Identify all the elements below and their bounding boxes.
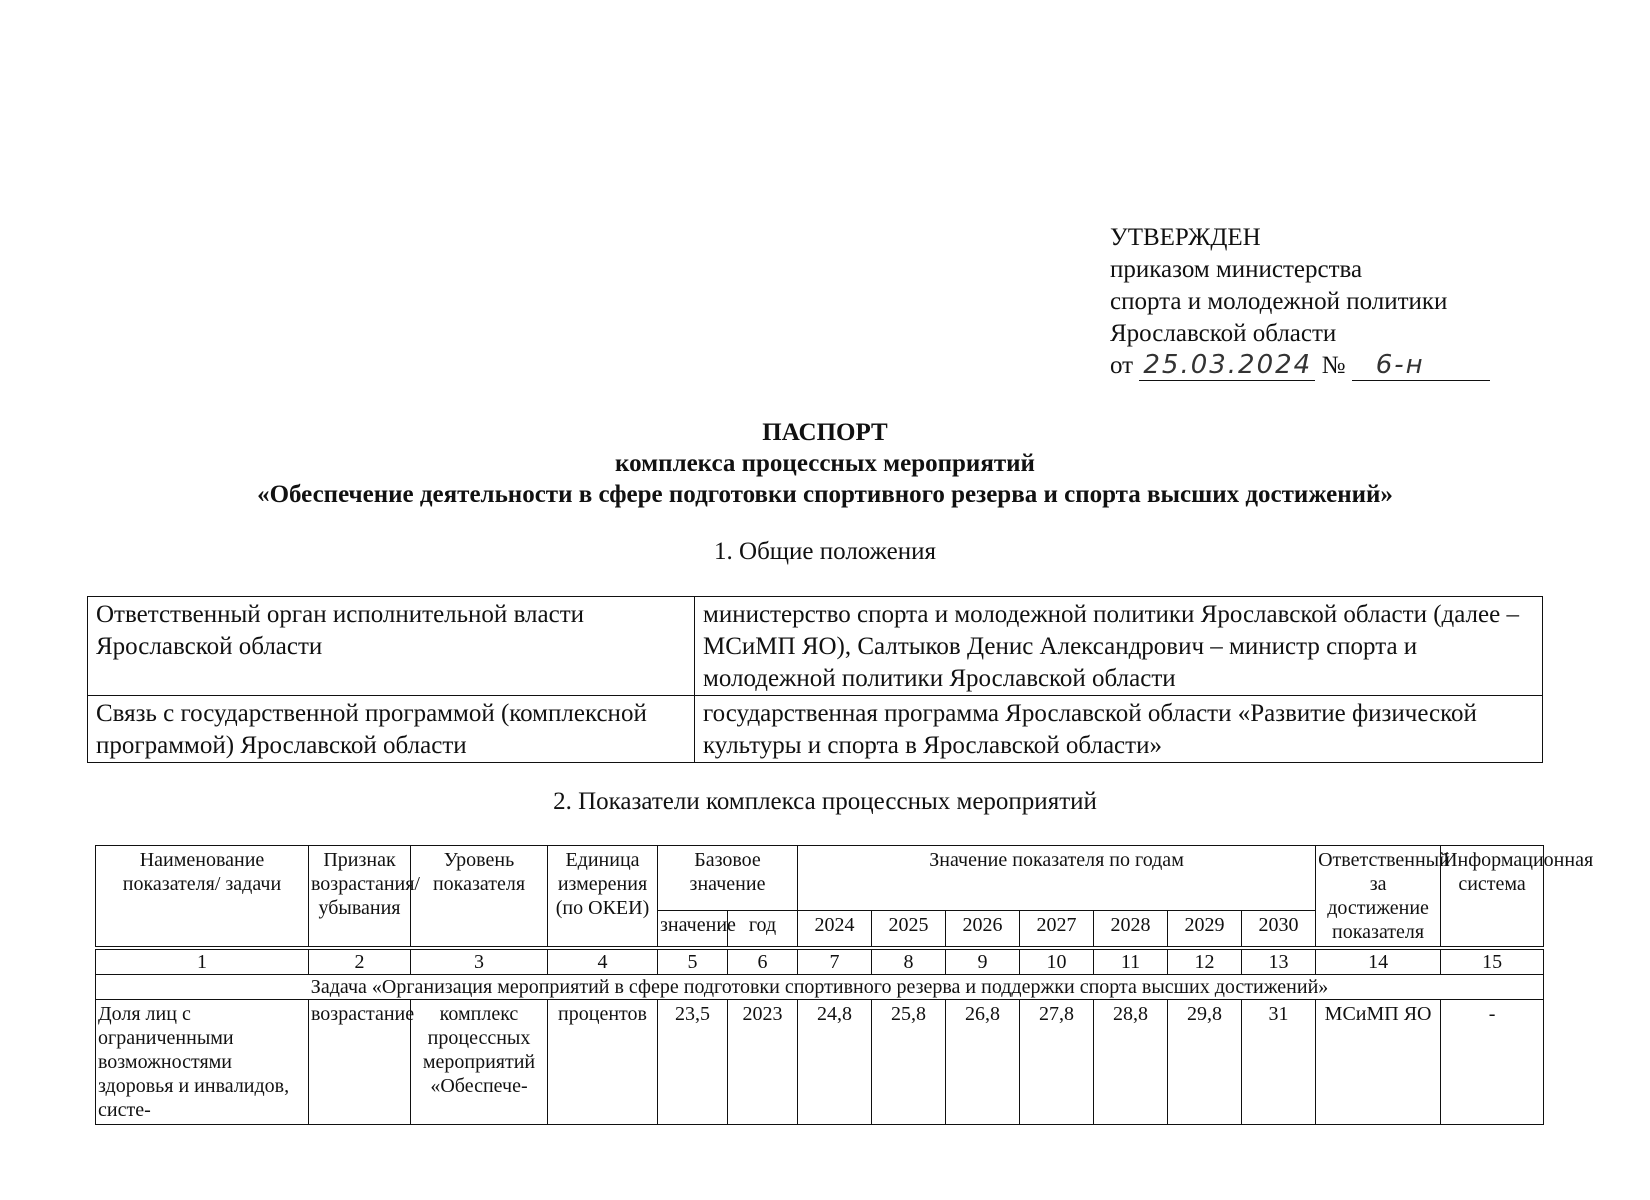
column-number: 3: [411, 950, 548, 975]
header-year: 2026: [946, 911, 1020, 947]
number-prefix: №: [1321, 352, 1346, 379]
approval-date-line: [1110, 350, 1490, 382]
header-year: 2024: [798, 911, 872, 947]
table-row: [88, 597, 1543, 696]
header-sign: Признак возрастания/ убывания: [309, 846, 411, 947]
header-base: Базовое значение: [658, 846, 798, 911]
indicator-base-year: 2023: [728, 1000, 798, 1125]
indicator-name: Доля лиц с ограниченными возможностями здоровья и инвалидов, систе-: [96, 1000, 309, 1125]
approval-line-2: спорта и молодежной политики: [1110, 288, 1448, 315]
table-cell: министерство спорта и молодежной политики Ярославской области (далее – МСиМП ЯО), Салтыков Денис Александрович – министр спорта и молодежной политики Ярославской области: [695, 597, 1543, 696]
indicator-unit: процентов: [548, 1000, 658, 1125]
indicator-level: комплекс процессных мероприятий «Обеспече-: [411, 1000, 548, 1125]
header-name: Наименование показателя/ задачи: [96, 846, 309, 947]
header-year: 2029: [1168, 911, 1242, 947]
indicator-value: 28,8: [1094, 1000, 1168, 1125]
indicator-responsible: МСиМП ЯО: [1316, 1000, 1441, 1125]
column-number: 6: [728, 950, 798, 975]
indicator-info-system: -: [1441, 1000, 1544, 1125]
column-number: 12: [1168, 950, 1242, 975]
general-provisions-table: [87, 596, 1543, 763]
column-number: 10: [1020, 950, 1094, 975]
column-number: 1: [96, 950, 309, 975]
column-number: 8: [872, 950, 946, 975]
table-row: [96, 1000, 1544, 1125]
column-numbers-row: [96, 950, 1544, 975]
approval-line-1: приказом министерства: [1110, 256, 1363, 283]
task-title: Задача «Организация мероприятий в сфере подготовки спортивного резерва и поддержки спорта высших достижений»: [96, 975, 1544, 1000]
indicator-value: 29,8: [1168, 1000, 1242, 1125]
header-year: 2025: [872, 911, 946, 947]
approval-block: [1110, 222, 1490, 382]
header-year: 2028: [1094, 911, 1168, 947]
indicator-value: 24,8: [798, 1000, 872, 1125]
section-1-heading: 1. Общие положения: [714, 538, 936, 565]
document-title: [0, 417, 1650, 510]
approval-title: УТВЕРЖДЕН: [1110, 224, 1261, 251]
header-unit: Единица измерения (по ОКЕИ): [548, 846, 658, 947]
table-cell: Связь с государственной программой (комплексной программой) Ярославской области: [88, 696, 695, 763]
column-number: 14: [1316, 950, 1441, 975]
column-number: 13: [1242, 950, 1316, 975]
indicator-sign: возрастание: [309, 1000, 411, 1125]
header-level: Уровень показателя: [411, 846, 548, 947]
header-year: 2027: [1020, 911, 1094, 947]
handwritten-date: 25.03.2024: [1139, 350, 1315, 381]
approval-line-3: Ярославской области: [1110, 320, 1337, 347]
header-base-value: значение: [658, 911, 728, 947]
table-cell: государственная программа Ярославской области «Развитие физической культуры и спорта в Ярославской области»: [695, 696, 1543, 763]
header-year: 2030: [1242, 911, 1316, 947]
indicator-value: 27,8: [1020, 1000, 1094, 1125]
date-prefix: от: [1110, 352, 1134, 379]
column-number: 9: [946, 950, 1020, 975]
header-row: [96, 846, 1544, 911]
section-2-heading: 2. Показатели комплекса процессных мероприятий: [553, 788, 1097, 815]
indicators-table: [95, 845, 1594, 1125]
column-number: 5: [658, 950, 728, 975]
title-line-3: «Обеспечение деятельности в сфере подготовки спортивного резерва и спорта высших достижений»: [257, 481, 1393, 508]
column-number: 7: [798, 950, 872, 975]
column-number: 15: [1441, 950, 1544, 975]
table-row: [88, 696, 1543, 763]
column-number: 2: [309, 950, 411, 975]
column-number: 4: [548, 950, 658, 975]
handwritten-number: 6-н: [1352, 350, 1490, 381]
indicator-value: 26,8: [946, 1000, 1020, 1125]
title-line-1: ПАСПОРТ: [762, 419, 888, 446]
title-line-2: комплекса процессных мероприятий: [615, 450, 1035, 477]
header-responsible: Ответственный за достижение показателя: [1316, 846, 1441, 947]
indicator-value: 25,8: [872, 1000, 946, 1125]
task-row: [96, 975, 1544, 1000]
header-base-year: год: [728, 911, 798, 947]
header-years-group: Значение показателя по годам: [798, 846, 1316, 911]
column-number: 11: [1094, 950, 1168, 975]
indicator-base-value: 23,5: [658, 1000, 728, 1125]
indicator-value: 31: [1242, 1000, 1316, 1125]
table-cell: Ответственный орган исполнительной власти Ярославской области: [88, 597, 695, 696]
header-info-system: Информационная система: [1441, 846, 1544, 947]
